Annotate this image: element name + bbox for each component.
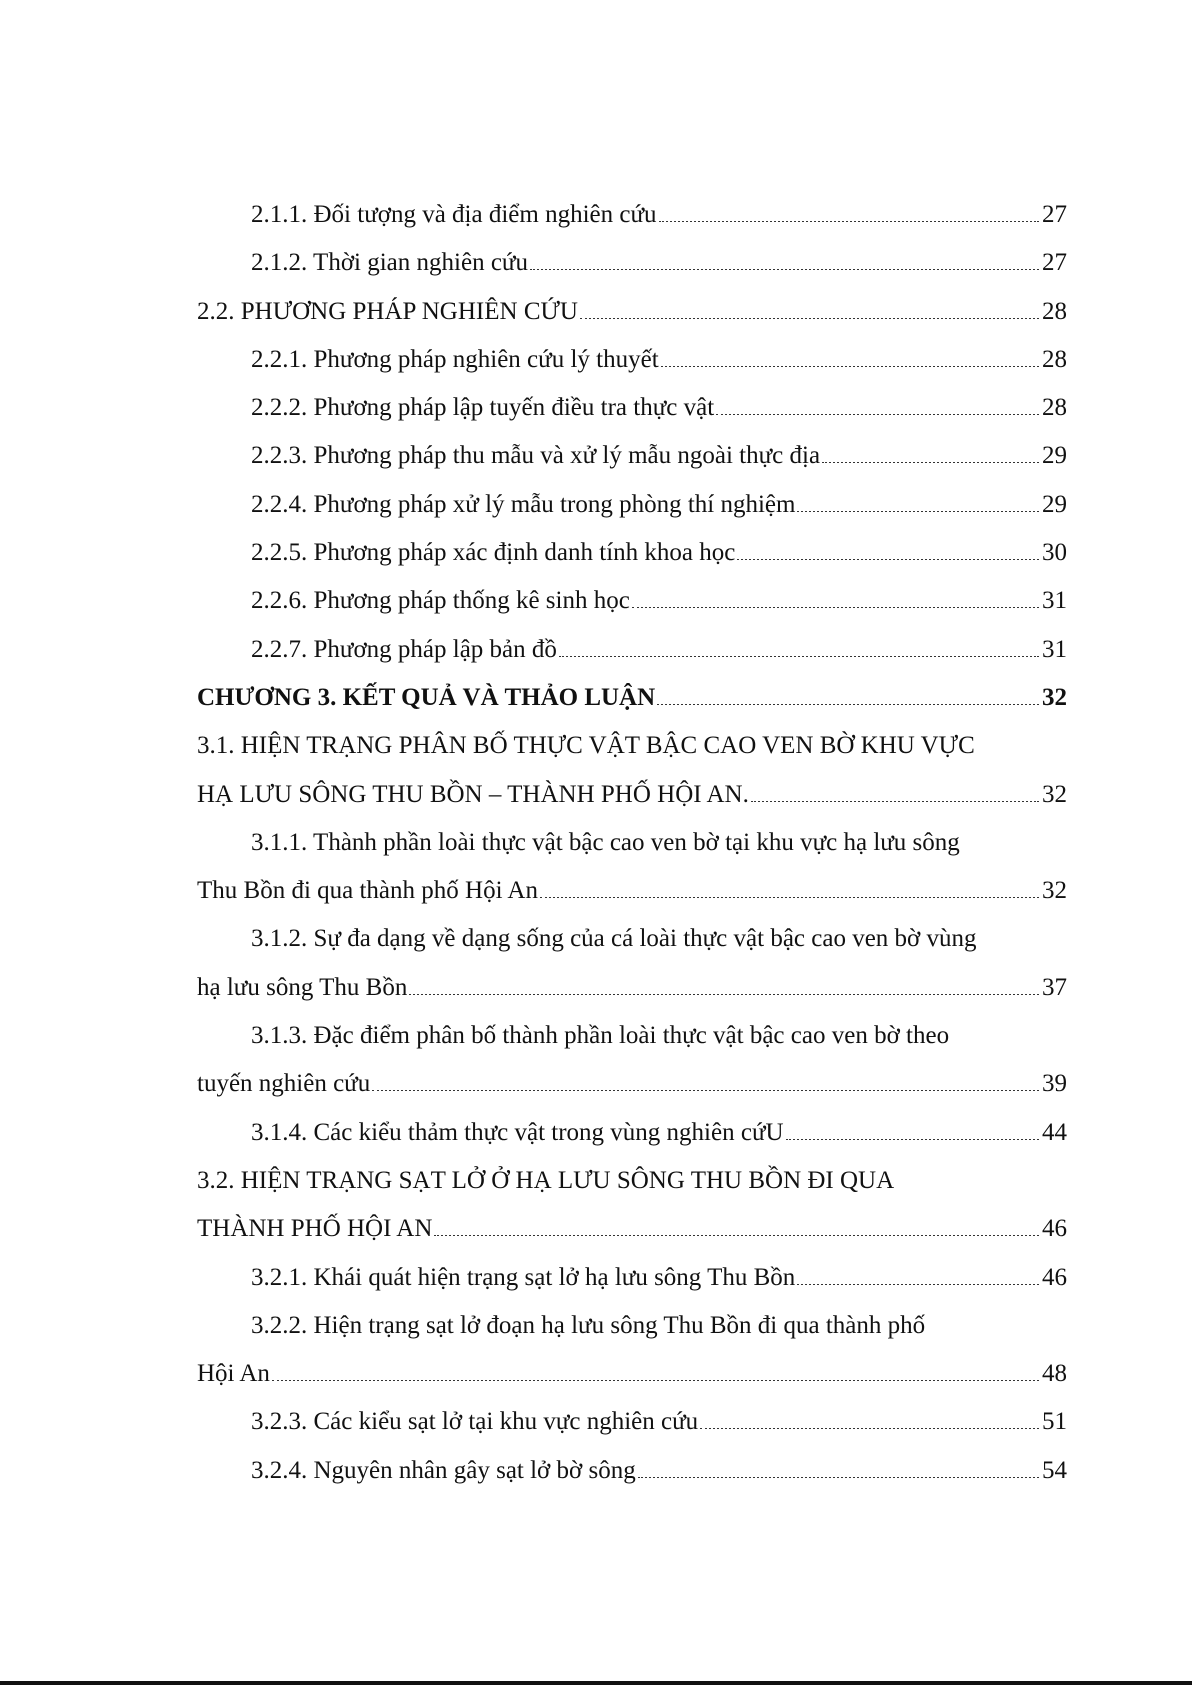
toc-entry[interactable] — [197, 191, 1067, 239]
toc-dot-leader — [786, 1139, 1039, 1140]
toc-page-number: 31 — [1042, 587, 1067, 615]
toc-entry[interactable] — [197, 1447, 1067, 1495]
toc-entry-title: 2.2.7. Phương pháp lập bản đồ — [251, 635, 557, 663]
toc-entry-title: 3.2.3. Các kiểu sạt lở tại khu vực nghiên cứu — [251, 1408, 699, 1436]
toc-dot-leader — [272, 1380, 1039, 1381]
toc-entry-title: 2.2. PHƯƠNG PHÁP NGHIÊN CỨU — [197, 297, 578, 325]
toc-dot-leader — [372, 1090, 1039, 1091]
toc-entry-title: tuyến nghiên cứu — [197, 1070, 371, 1098]
toc-dot-leader — [580, 318, 1039, 319]
toc-entry[interactable] — [197, 577, 1067, 625]
toc-entry-last-line[interactable] — [197, 867, 1067, 915]
toc-page-number: 29 — [1042, 490, 1067, 518]
toc-page-number: 54 — [1042, 1456, 1067, 1484]
toc-page-number: 28 — [1042, 394, 1067, 422]
toc-page-number: 44 — [1042, 1118, 1067, 1146]
toc-entry-title: 3.2.1. Khái quát hiện trạng sạt lở hạ lưu sông Thu Bồn — [251, 1263, 796, 1291]
toc-entry-title: 2.1.1. Đối tượng và địa điểm nghiên cứu — [251, 201, 657, 228]
toc-dot-leader — [822, 462, 1039, 463]
toc-entry[interactable] — [197, 529, 1067, 577]
toc-page-number: 46 — [1042, 1263, 1067, 1291]
toc-entry[interactable] — [197, 626, 1067, 674]
toc-entry-title: 3.1.4. Các kiểu thảm thực vật trong vùng nghiên cứU — [251, 1118, 784, 1146]
toc-page-number: 32 — [1042, 683, 1067, 711]
toc-dot-leader — [737, 559, 1039, 560]
toc-entry-title: THÀNH PHỐ HỘI AN — [197, 1215, 433, 1243]
toc-page-number: 37 — [1042, 973, 1067, 1001]
page-bottom-border — [0, 1681, 1192, 1685]
toc-entry-last-line[interactable] — [197, 771, 1067, 819]
toc-entry-first-line[interactable]: 3.2.2. Hiện trạng sạt lở đoạn hạ lưu sông Thu Bồn đi qua thành phố — [251, 1311, 926, 1339]
toc-entry-title: 2.2.6. Phương pháp thống kê sinh học — [251, 587, 630, 615]
toc-entry-first-line[interactable]: 3.1.3. Đặc điểm phân bố thành phần loài thực vật bậc cao ven bờ theo — [251, 1022, 950, 1050]
toc-entry-title: Thu Bồn đi qua thành phố Hội An — [197, 877, 538, 905]
toc-dot-leader — [661, 366, 1039, 367]
toc-page-number: 28 — [1042, 297, 1067, 325]
toc-entry[interactable] — [197, 288, 1067, 336]
toc-entry-first-line[interactable]: 3.1. HIỆN TRẠNG PHÂN BỐ THỰC VẬT BẬC CAO VEN BỜ KHU VỰC — [197, 732, 975, 760]
toc-entry-first-line[interactable]: 3.1.2. Sự đa dạng về dạng sống của cá loài thực vật bậc cao ven bờ vùng — [251, 925, 977, 953]
toc-dot-leader — [632, 607, 1039, 608]
toc-page-number: 31 — [1042, 635, 1067, 663]
toc-entry[interactable] — [197, 674, 1067, 722]
toc-dot-leader — [797, 1284, 1039, 1285]
toc-page-number: 51 — [1042, 1408, 1067, 1436]
toc-entry-title: Hội An — [197, 1360, 270, 1388]
toc-dot-leader — [559, 656, 1039, 657]
toc-dot-leader — [657, 704, 1039, 705]
toc-entry[interactable] — [197, 384, 1067, 432]
toc-page-number: 48 — [1042, 1360, 1067, 1388]
toc-page-number: 32 — [1042, 780, 1067, 808]
toc-entry-title: hạ lưu sông Thu Bồn — [197, 973, 408, 1001]
toc-dot-leader — [797, 511, 1039, 512]
toc-entry-title: 2.2.2. Phương pháp lập tuyến điều tra thực vật — [251, 394, 715, 422]
toc-entry-title: 2.2.1. Phương pháp nghiên cứu lý thuyết — [251, 345, 659, 373]
toc-entry-last-line[interactable] — [197, 1350, 1067, 1398]
toc-page-number: 27 — [1042, 201, 1067, 228]
toc-entry[interactable] — [197, 239, 1067, 287]
toc-dot-leader — [638, 1477, 1039, 1478]
toc-dot-leader — [716, 414, 1039, 415]
toc-entry[interactable] — [197, 1254, 1067, 1302]
toc-entry[interactable] — [197, 481, 1067, 529]
toc-page-number: 39 — [1042, 1070, 1067, 1098]
toc-entry-title: 3.2.4. Nguyên nhân gây sạt lở bờ sông — [251, 1456, 636, 1484]
toc-dot-leader — [540, 897, 1039, 898]
toc-entry-title: 2.2.4. Phương pháp xử lý mẫu trong phòng thí nghiệm — [251, 490, 796, 518]
table-of-contents — [197, 191, 1067, 1495]
toc-page-number: 46 — [1042, 1215, 1067, 1243]
toc-entry-title: 2.2.5. Phương pháp xác định danh tính khoa học — [251, 539, 736, 567]
toc-dot-leader — [409, 994, 1039, 995]
toc-page-number: 28 — [1042, 345, 1067, 373]
toc-dot-leader — [659, 221, 1039, 222]
toc-dot-leader — [530, 269, 1039, 270]
toc-dot-leader — [751, 801, 1039, 802]
toc-dot-leader — [700, 1428, 1039, 1429]
toc-entry-last-line[interactable] — [197, 964, 1067, 1012]
toc-entry-last-line[interactable] — [197, 1205, 1067, 1253]
toc-page-number: 29 — [1042, 442, 1067, 470]
toc-entry-title: CHƯƠNG 3. KẾT QUẢ VÀ THẢO LUẬN — [197, 683, 656, 711]
toc-page-number: 27 — [1042, 249, 1067, 277]
toc-entry[interactable] — [197, 432, 1067, 480]
toc-dot-leader — [434, 1235, 1039, 1236]
toc-entry-title: 2.1.2. Thời gian nghiên cứu — [251, 249, 528, 277]
toc-entry[interactable] — [197, 336, 1067, 384]
toc-entry[interactable] — [197, 1398, 1067, 1446]
toc-entry-first-line[interactable]: 3.1.1. Thành phần loài thực vật bậc cao ven bờ tại khu vực hạ lưu sông — [251, 828, 960, 856]
toc-entry-title: 2.2.3. Phương pháp thu mẫu và xử lý mẫu ngoài thực địa — [251, 442, 821, 470]
toc-page-number: 32 — [1042, 877, 1067, 905]
toc-page-number: 30 — [1042, 539, 1067, 567]
toc-entry-first-line[interactable]: 3.2. HIỆN TRẠNG SẠT LỞ Ở HẠ LƯU SÔNG THU BỒN ĐI QUA — [197, 1166, 895, 1194]
toc-entry-title: HẠ LƯU SÔNG THU BỒN – THÀNH PHỐ HỘI AN. — [197, 780, 749, 808]
toc-entry[interactable] — [197, 1109, 1067, 1157]
toc-entry-last-line[interactable] — [197, 1060, 1067, 1108]
